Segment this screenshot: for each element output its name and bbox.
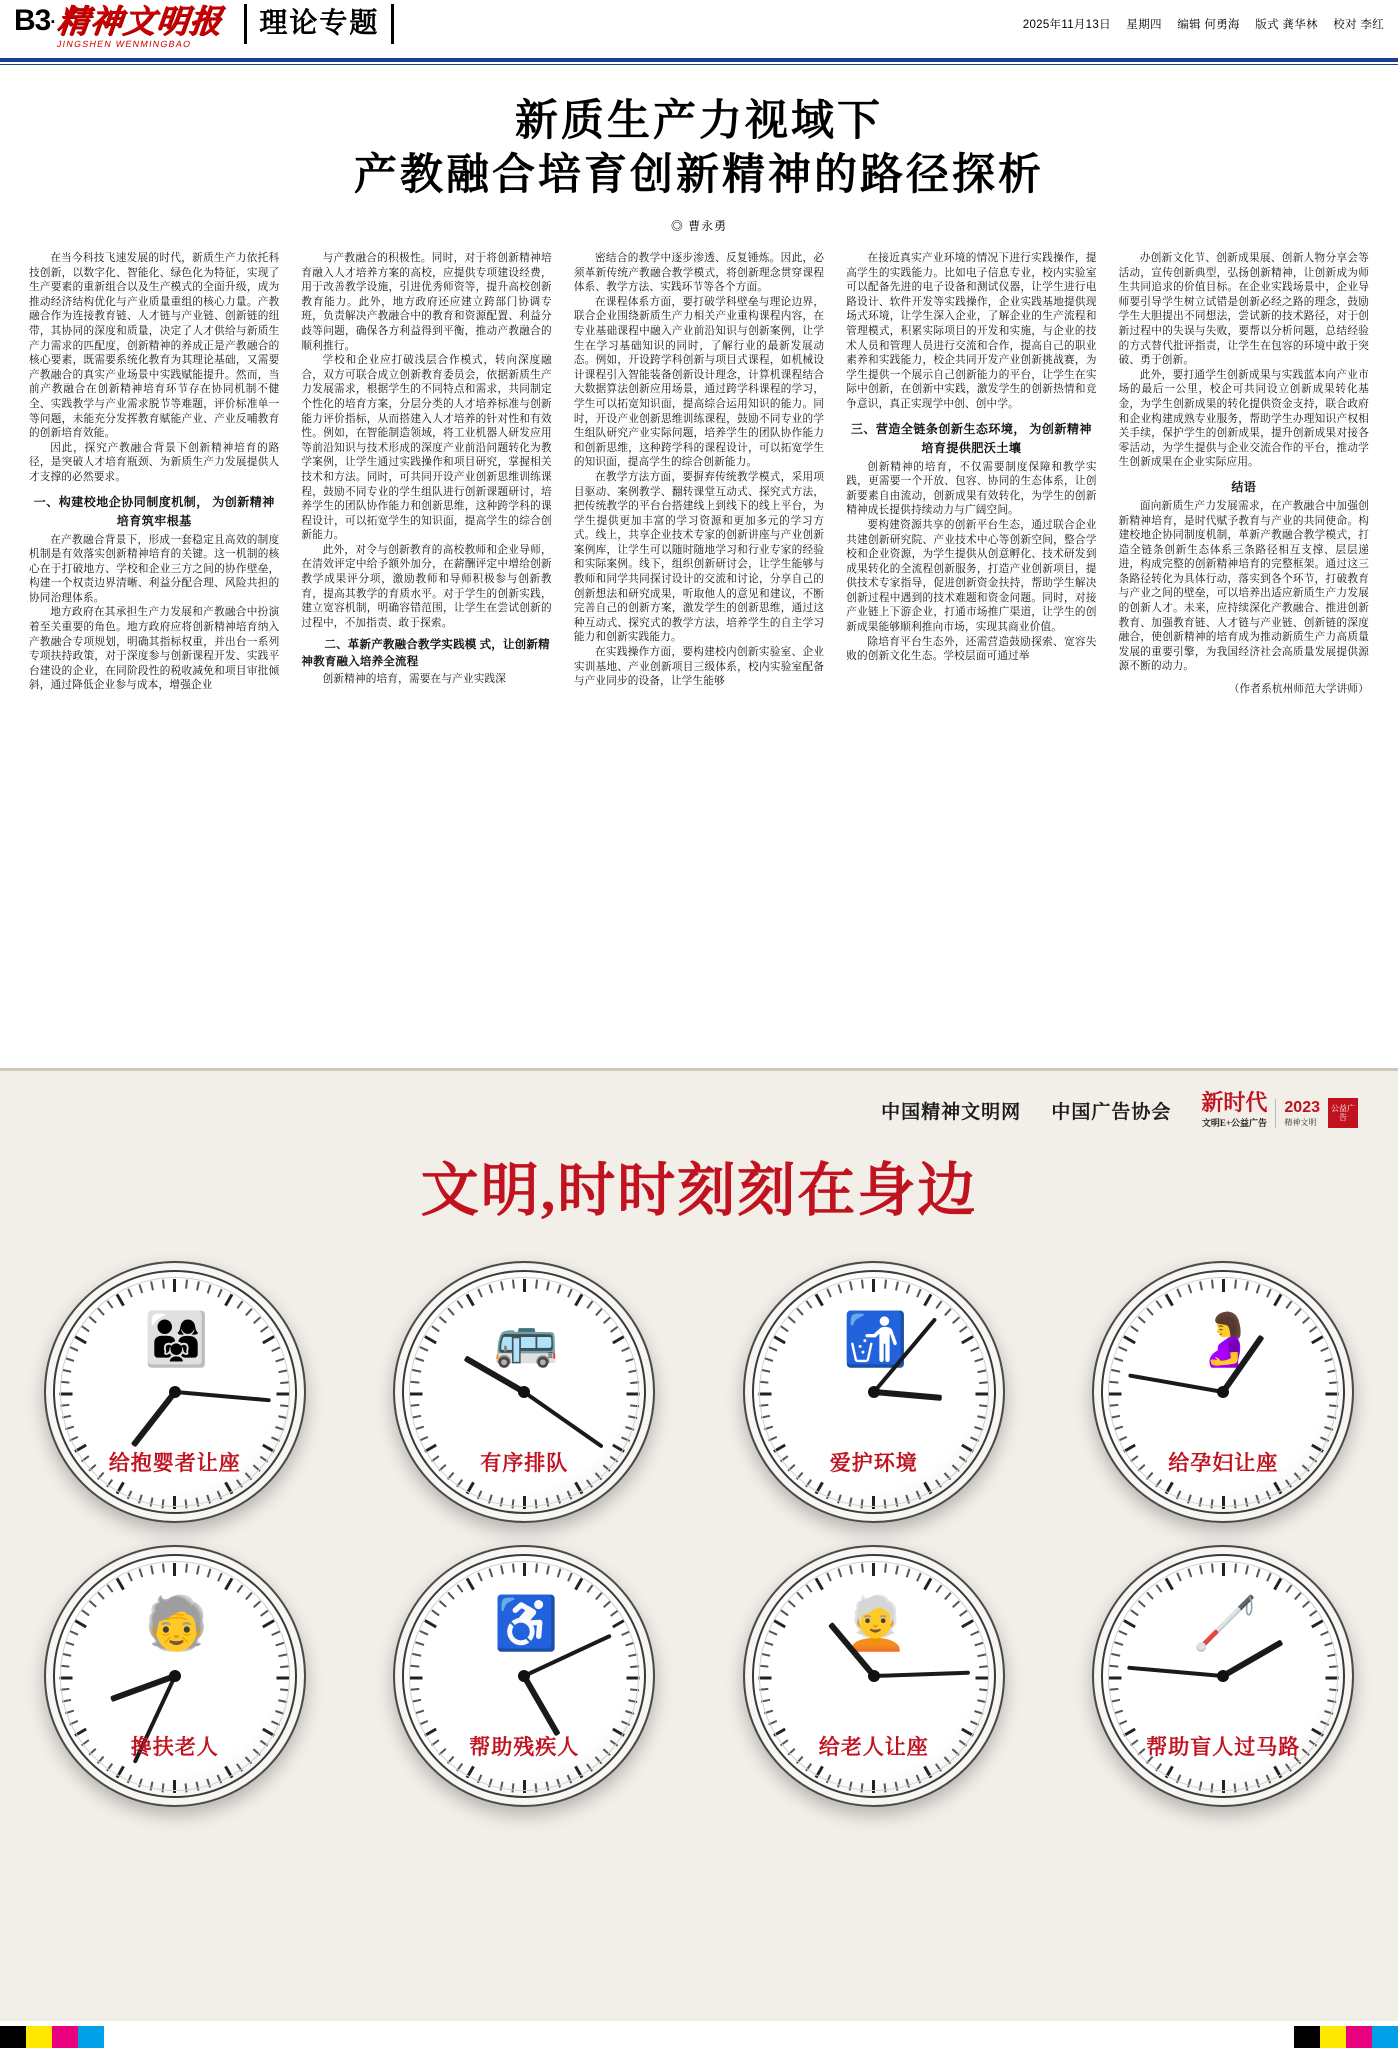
clock-ticks xyxy=(46,1263,304,1521)
behavior-icon: 🦯 xyxy=(1192,1596,1254,1653)
clock-card xyxy=(393,1545,655,1807)
paragraph: 创新精神的培育，需要在与产业实践深 xyxy=(322,674,507,686)
clock-grid xyxy=(0,1261,1398,1807)
headline-line-2: 产教融合培育创新精神的路径探析 xyxy=(354,152,1044,199)
paragraph: 在课程体系方面，要打破学科壁垒与理论边界，联合企业围绕新质生产力相关产业重构课程内容，在专业基础课程中融入产业前沿知识与创新案例，让学生在学习基础知识的同时，了解行业的最新发展动态。例如，开设跨学科创新与项目式课程，如机械设计课程引入智能装备创新设计理念，计算机课程结合大数据算法创新应用场景，通过跨学科课程的学习，学生可以拓宽知识面，提高综合运用知识的能力。同时，开设产业创新思维训练课程，鼓励不同专业的学生组队研究产业实际问题，培养学生的团队协作能力和创新思维，这种跨学科的课程设计，可以拓宽学生的知识面，提高学生的综合创新能力。 xyxy=(573,296,825,469)
paragraph: 要构建资源共享的创新平台生态，通过联合企业共建创新研究院、产业技术中心等创新空间，整合学校和企业资源，为学生提供从创意孵化、技术研发到成果转化的全流程创新服务，打造产业创新项目，提供技术专家指导，促进创新资金扶持，帮助学生解决创新过程中遇到的技术难题和资金问题。同时，对接产业链上下游企业，打通市场推广渠道，让学生的创新成果能够顺利推向市场，实现其商业价值。 xyxy=(846,519,1097,634)
paragraph: 与产教融合的积极性。同时，对于将创新精神培育融入人才培养方案的高校，应提供专项建设经费，用于改善教学设施，引进优秀师资等，提升高校创新教育能力。此外，地方政府还应建立跨部门协调专班，负责解决产教融合中的教育和资源配置、利益分歧等问题，确保各方利益得到平衡，推动产教融合的顺利推行。 xyxy=(301,253,552,352)
clock-card xyxy=(44,1261,306,1523)
author-credit: （作者系杭州师范大学讲师） xyxy=(1228,684,1370,696)
clock-ticks xyxy=(745,1547,1003,1805)
divider-vertical-left xyxy=(244,4,247,44)
newspaper-name-pinyin: JINGSHEN WENMINGBAO xyxy=(56,39,193,49)
clock-label: 给孕妇让座 xyxy=(1168,1451,1279,1475)
clock-label: 帮助盲人过马路 xyxy=(1146,1735,1301,1759)
masthead-meta xyxy=(1011,4,1384,32)
clock-label: 爱护环境 xyxy=(829,1451,918,1475)
clock-card xyxy=(1092,1261,1354,1523)
clock-card xyxy=(393,1261,655,1523)
clock-center-pin xyxy=(518,1386,530,1398)
headline-line-1: 新质生产力视域下 xyxy=(515,98,883,145)
clock-ticks xyxy=(745,1263,1003,1521)
behavior-icon: ♿ xyxy=(493,1596,555,1653)
paragraph: 除培育平台生态外，还需营造鼓励探索、宽容失败的创新文化生态。学校层面可通过举 xyxy=(846,636,1097,663)
minute-hand xyxy=(1127,1666,1223,1678)
article-column-3 xyxy=(563,252,835,698)
campaign-logo-sub: 文明E+公益广告 xyxy=(1201,1118,1267,1128)
ad-slogan: 文明,时时刻刻在身边 xyxy=(420,1158,978,1223)
paragraph: 创新精神的培育，不仅需要制度保障和教学实践，更需要一个开放、包容、协同的生态体系，让创新要素自由流动，创新成果有效转化，为学生的创新精神成长提供持续动力与广阔空间。 xyxy=(846,461,1097,517)
behavior-icon: 🧑‍🦳 xyxy=(843,1596,905,1653)
clock-label: 有序排队 xyxy=(480,1451,569,1475)
clock-center-pin xyxy=(1217,1670,1229,1682)
paragraph: 在接近真实产业环境的情况下进行实践操作，提高学生的实践能力。比如电子信息专业，校内实验室可以配备先进的电子设备和测试仪器，让学生进行电路设计、软件开发等实践操作，企业实践基地提供现场式环境，让学生深入企业，了解企业的生产流程和管理模式，积累实际项目的开发和实施，与企业的技术人员和管理人员进行交流和合作，提高自己的职业素养和实践能力，校企共同开发产业创新挑战赛，为学生提供一个展示自己创新能力的平台，让学生在实际中创新，在创新中实践，激发学生的创新热情和竞争意识，真正实现学中创、创中学。 xyxy=(846,253,1097,410)
masthead xyxy=(0,0,1398,58)
clock-ticks xyxy=(46,1547,304,1805)
campaign-year: 2023 xyxy=(1284,1098,1320,1116)
newspaper-logo xyxy=(55,3,225,49)
public-service-ad xyxy=(0,1068,1398,2021)
campaign-year-badge xyxy=(1275,1099,1320,1128)
paragraph: 此外，对令与创新教育的高校教师和企业导师，在清效评定中给予额外加分，在薪酬评定中增给创新教学成果评分项，激励教师和导师积极参与创新教育，提高其教学的育质水平。对于学生的创新实践，建立宽容机制，明确容错范围，让学生在尝试创新的过程中，不加指责、敢于探索。 xyxy=(301,544,552,629)
hour-hand xyxy=(110,1673,176,1702)
clock-ticks xyxy=(1094,1547,1352,1805)
minute-hand xyxy=(132,1675,176,1764)
article-column-4 xyxy=(835,252,1107,698)
subheading: 三、营造全链条创新生态环境， 为创新精神培育提供肥沃土壤 xyxy=(850,421,1092,455)
color-swatch xyxy=(52,2026,78,2048)
campaign-year-sub: 精神文明 xyxy=(1284,1117,1317,1127)
hour-hand xyxy=(1222,1639,1284,1678)
article-header xyxy=(0,65,1398,234)
paragraph: 在教学方法方面，要摒弃传统教学模式，采用项目驱动、案例教学、翻转课堂互动式、探究式方法，把传统教学的平台台搭建线上到线下的线上平台，为学生提供更加丰富的学习资源和更加多元的学习方式。线上，共享企业技术专家的创新讲座与产业创新案例库，让学生可以随时随地学习和行业专家的经验和实际案例。线下，组织创新研讨会，让学生能够与教师和同学共同探讨设计的交流和讨论，分享自己的创新想法和研究成果，听取他人的意见和建议，不断完善自己的创新方案，激发学生的创新思维，通过这种互动式、探究式的教学方法，培养学生的自主学习能力和创新实践能力。 xyxy=(573,471,825,644)
color-swatch xyxy=(1320,2026,1346,2048)
sponsor-1: 中国精神文明网 xyxy=(881,1102,1022,1123)
clock-card xyxy=(743,1261,1005,1523)
behavior-icon: 🧓 xyxy=(144,1596,206,1653)
layout-credit: 版式 龚华林 xyxy=(1255,19,1318,31)
article-column-2 xyxy=(290,252,562,698)
clock-center-pin xyxy=(868,1386,880,1398)
clock-ticks xyxy=(1094,1263,1352,1521)
paragraph: 面向新质生产力发展需求，在产教融合中加强创新精神培育，是时代赋予教育与产业的共同使命。构建校地企协同制度机制，革新产教融合教学模式，打造全链条创新生态体系三条路径相互支撑、层层递进，构成完整的创新精神培育的完整框架。通过这三条路径转化为具体行动，落实到各个环节，打破教育与产业之间的壁垒，可以培养出适应新质生产力发展的创新人才。未来，应持续深化产教融合、推进创新教育、加强教育链、人才链与产业链、创新链的深度融合，使创新精神的培育成为推动新质生产力高质量发展的重要引擎，为我国经济社会高质量发展提供源源不断的动力。 xyxy=(1118,500,1370,673)
clock-ticks xyxy=(395,1547,653,1805)
hour-hand xyxy=(828,1622,876,1678)
color-swatch xyxy=(26,2026,52,2048)
hour-hand xyxy=(873,1389,941,1401)
minute-hand xyxy=(874,1671,970,1678)
clock-label: 帮助残疾人 xyxy=(469,1735,580,1759)
newspaper-name-zh: 精神文明报 xyxy=(55,3,225,39)
clock-center-pin xyxy=(868,1670,880,1682)
subheading: 一、构建校地企协同制度机制， 为创新精神培育筑牢根基 xyxy=(33,494,275,528)
masthead-rule xyxy=(0,58,1398,62)
color-swatch xyxy=(1346,2026,1372,2048)
print-registration-colorbar xyxy=(0,2026,1398,2048)
article-column-5 xyxy=(1108,252,1380,698)
publish-date: 2025年11月13日 xyxy=(1022,19,1111,31)
seal-icon: 公益广告 xyxy=(1328,1098,1358,1128)
behavior-icon: 🚮 xyxy=(843,1312,905,1369)
section-title: 理论专题 xyxy=(259,8,380,39)
behavior-icon: 🚌 xyxy=(493,1312,555,1369)
minute-hand xyxy=(1128,1373,1223,1394)
minute-hand xyxy=(872,1317,937,1393)
color-swatch xyxy=(1372,2026,1398,2048)
clock-label: 给老人让座 xyxy=(818,1735,929,1759)
paragraph: 学校和企业应打破浅层合作模式，转向深度融合，双方可联合成立创新教育委员会，依据新质生产力发展需求，根据学生的不同特点和需求，共同制定个性化的培育方案，分层分类的人才培养标准与创新能力评价指标，从而搭建入人才培养的针对性和有效性。例如，在智能制造领域，将工业机器人研发应用等前沿知识与技术形成的深度产业前沿问题转化为教学案例，让学生通过实践操作和项目研究，掌握相关技术和方法。同时，可共同开设产业创新思维训练课程，鼓励不同专业的学生组队进行创新课题研讨，培养学生的团队协作能力和创新思维，这种跨学科的课程设计，可以拓宽学生的知识面，提高学生的综合创新能力。 xyxy=(301,355,552,542)
minute-hand xyxy=(523,1634,612,1678)
article-body xyxy=(0,234,1398,698)
clock-card xyxy=(44,1545,306,1807)
clock-label: 给抱婴者让座 xyxy=(108,1451,241,1475)
clock-card xyxy=(743,1545,1005,1807)
editor-credit: 编辑 何勇海 xyxy=(1177,19,1240,31)
article-byline: ◎ 曹永勇 xyxy=(670,219,728,233)
hour-hand xyxy=(1221,1335,1265,1394)
clock-center-pin xyxy=(1217,1386,1229,1398)
behavior-icon: 👨‍👩‍👧 xyxy=(144,1312,206,1369)
hour-hand xyxy=(464,1355,526,1394)
article-column-1 xyxy=(18,252,290,698)
publish-weekday: 星期四 xyxy=(1126,19,1162,31)
paragraph: 此外，要打通学生创新成果与实践蓝本向产业市场的最后一公里，校企可共同设立创新成果转化基金，为学生创新成果的转化提供资金支持，联合政府和企业构建成熟专业服务，帮助学生办理知识产权相关手续，保护学生的创新成果，提升创新成果对接各零活动，为学生提供与企业交流合作的平台，推动学生创新成果在企业实际应用。 xyxy=(1118,369,1370,469)
minute-hand xyxy=(175,1390,271,1402)
colorbar-spacer xyxy=(104,2026,1294,2048)
campaign-logo-main: 新时代 xyxy=(1201,1090,1268,1115)
sponsor-2: 中国广告协会 xyxy=(1051,1102,1172,1123)
clock-ticks xyxy=(395,1263,653,1521)
paragraph: 在当今科技飞速发展的时代，新质生产力依托科技创新，以数字化、智能化、绿色化为特征，实现了生产要素的重新组合以及生产模式的全面升级，成为推动经济结构优化与产业质量重组的核心力量。产教融合作为连接教育链、人才链与产业链、创新链的纽带，其协同的深度和质量，决定了人才供给与新质生产力需求的匹配度，创新精神的养成正是产教融合的核心要素，既需要系统化教育为其理论基础，又需要产教融合的真实产业场景中实践赋能提升。然而，当前产教融合在创新精神培育环节存在协同机制不健全、实践教学与产业需求脱节等难题，评价标准单一等问题，未能充分发挥教育赋能产业、产业反哺教育的创新培育效能。 xyxy=(29,253,280,440)
clock-center-pin xyxy=(518,1670,530,1682)
hour-hand xyxy=(522,1675,561,1737)
paragraph: 在产教融合背景下，形成一套稳定且高效的制度机制是有效落实创新精神培育的关键。这一机制的核心在于打破地方、学校和企业三方之间的协作壁垒，构建一个权责边界清晰、利益分配合理、风险共担的协同治理体系。 xyxy=(29,534,280,604)
ad-sponsors xyxy=(857,1087,1171,1124)
behavior-icon: 🤰 xyxy=(1192,1312,1254,1369)
campaign-logo xyxy=(1201,1090,1268,1133)
subheading: 二、革新产教融合教学实践模 式，让创新精神教育融入培养全流程 xyxy=(301,639,550,669)
clock-center-pin xyxy=(169,1670,181,1682)
hour-hand xyxy=(131,1390,178,1447)
clock-center-pin xyxy=(169,1386,181,1398)
page-number-flag: B3· xyxy=(14,4,56,37)
ad-logo-group xyxy=(1201,1087,1358,1133)
color-swatch xyxy=(0,2026,26,2048)
clock-card xyxy=(1092,1545,1354,1807)
proofreader-credit: 校对 李红 xyxy=(1333,19,1384,31)
color-swatch xyxy=(1294,2026,1320,2048)
paragraph: 办创新文化节、创新成果展、创新人物分享会等活动，宣传创新典型，弘扬创新精神，让创新成为师生共同追求的价值目标。在企业实践场景中，企业导师要引导学生树立试错是创新必经之路的理念，鼓励学生大胆提出不同想法，尝试新的技术路径，对于创新过程中的失误与失败，要帮以分析问题，总结经验的方式替代批评指责，让学生在包容的环境中敢于突破、勇于创新。 xyxy=(1118,253,1370,367)
paragraph: 密结合的教学中逐步渗透、反复锤炼。因此，必须革新传统产教融合教学模式，将创新理念贯穿课程体系、教学方法、实践环节等各个方面。 xyxy=(573,253,825,294)
paragraph: 在实践操作方面，要构建校内创新实验室、企业实训基地、产业创新项目三级体系，校内实验室配备与产业同步的设备，让学生能够 xyxy=(573,647,825,688)
paragraph: 地方政府在其承担生产力发展和产教融合中扮演着至关重要的角色。地方政府应将创新精神培育纳入产教融合专项规划，明确其指标权重，并出台一系列专项扶持政策，对于深度参与创新课程开发、实践平台建设的企业，在同阶段性的税收减免和项目审批倾斜，通过降低企业参与成本，增强企业 xyxy=(29,607,280,692)
clock-label: 搀扶老人 xyxy=(130,1735,219,1759)
divider-vertical-right xyxy=(391,4,394,44)
minute-hand xyxy=(523,1390,604,1448)
ad-header xyxy=(0,1071,1398,1133)
subheading-conclusion: 结语 xyxy=(1231,479,1257,494)
paragraph: 因此，探究产教融合背景下创新精神培育的路径，是突破人才培育瓶颈、为新质生产力发展提供人才支撑的必然要求。 xyxy=(29,442,280,483)
color-swatch xyxy=(78,2026,104,2048)
